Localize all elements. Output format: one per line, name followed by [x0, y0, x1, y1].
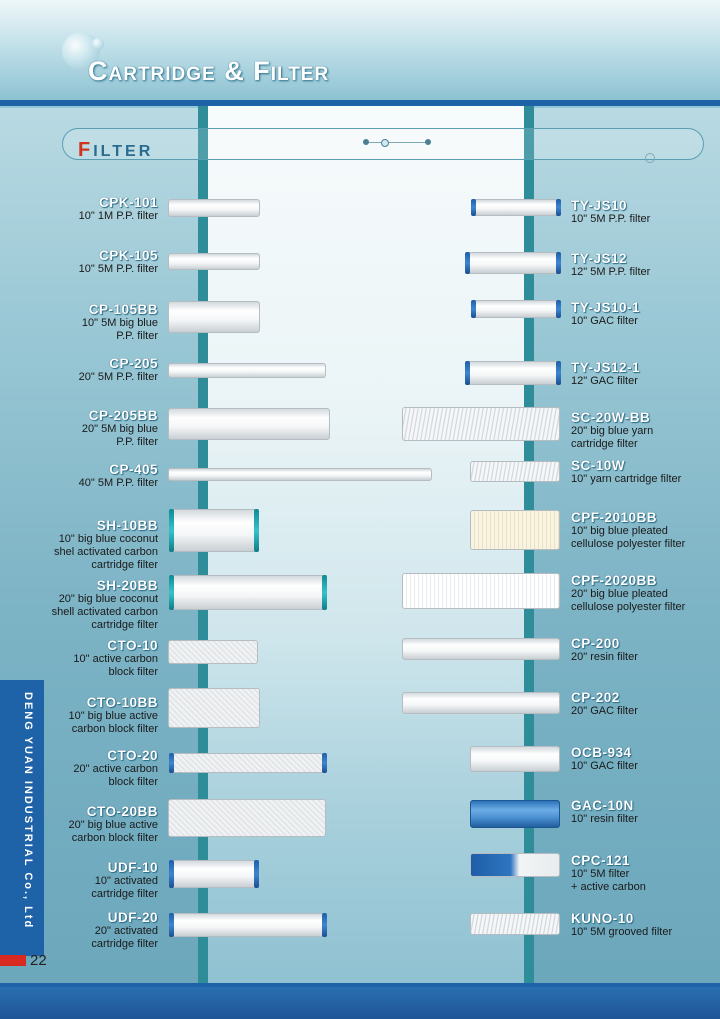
- product-label: [0, 578, 158, 632]
- product-description: + active carbon: [571, 881, 646, 893]
- product-label: [571, 853, 720, 894]
- cartridge-image: [168, 408, 330, 440]
- product-code: SH-10BB: [96, 518, 158, 533]
- dot-icon: [363, 139, 369, 145]
- product-description: 12" GAC filter: [571, 375, 638, 387]
- product-label: [571, 690, 720, 718]
- product-description: 10" 5M P.P. filter: [78, 263, 158, 275]
- cartridge-image: [170, 913, 326, 937]
- product-description: shel activated carbon: [54, 546, 158, 558]
- product-label: [0, 638, 158, 679]
- product-description: 20" activated: [94, 925, 158, 937]
- page-number: 22: [30, 952, 47, 969]
- product-code: TY-JS12: [571, 251, 628, 266]
- cartridge-image: [168, 253, 260, 270]
- product-description: 10" resin filter: [571, 813, 638, 825]
- product-code: OCB-934: [571, 745, 632, 760]
- product-code: UDF-20: [107, 910, 158, 925]
- cartridge-image: [466, 361, 560, 385]
- product-label: [0, 518, 158, 572]
- product-code: CP-202: [571, 690, 620, 705]
- cartridge-image: [470, 853, 560, 877]
- product-label: [571, 636, 720, 664]
- ring-icon: [645, 153, 655, 163]
- product-label: [571, 458, 720, 486]
- product-code: CTO-10: [107, 638, 158, 653]
- cartridge-image: [170, 575, 326, 610]
- cartridge-image: [470, 510, 560, 550]
- product-code: CPF-2020BB: [571, 573, 658, 588]
- product-code: CP-200: [571, 636, 620, 651]
- product-description: 10" 1M P.P. filter: [78, 210, 158, 222]
- product-label: [0, 910, 158, 951]
- product-description: block filter: [108, 776, 158, 788]
- section-label: FILTER: [78, 139, 154, 161]
- product-code: CPK-105: [98, 248, 158, 263]
- dot-icon: [425, 139, 431, 145]
- product-description: 20" big blue coconut: [58, 593, 158, 605]
- product-description: P.P. filter: [116, 330, 158, 342]
- product-description: cellulose polyester filter: [571, 601, 686, 613]
- product-description: 10" GAC filter: [571, 315, 638, 327]
- product-label: [571, 300, 720, 328]
- page-marker: [0, 955, 26, 966]
- product-description: block filter: [108, 666, 158, 678]
- product-description: 10" big blue pleated: [571, 525, 668, 537]
- cartridge-image: [168, 468, 432, 481]
- product-code: TY-JS10-1: [571, 300, 641, 315]
- cartridge-image: [402, 573, 560, 609]
- product-label: [571, 251, 720, 279]
- product-code: SH-20BB: [96, 578, 158, 593]
- product-code: TY-JS12-1: [571, 360, 641, 375]
- cartridge-image: [168, 688, 260, 728]
- product-code: CTO-20: [107, 748, 158, 763]
- product-description: cartridge filter: [571, 438, 638, 450]
- company-name: DENG YUAN INDUSTRIAL Co., Ltd: [22, 692, 34, 930]
- product-description: 10" big blue active: [68, 710, 158, 722]
- product-description: 12" 5M P.P. filter: [571, 266, 651, 278]
- product-code: CTO-10BB: [86, 695, 158, 710]
- cartridge-image: [470, 746, 560, 772]
- cartridge-image: [168, 199, 260, 217]
- cartridge-image: [470, 461, 560, 482]
- product-code: UDF-10: [107, 860, 158, 875]
- product-description: 10" 5M big blue: [81, 317, 158, 329]
- product-description: 10" 5M P.P. filter: [571, 213, 651, 225]
- product-label: [0, 408, 158, 449]
- cartridge-image: [470, 800, 560, 828]
- cartridge-image: [170, 860, 258, 888]
- product-description: P.P. filter: [116, 436, 158, 448]
- product-label: [571, 410, 720, 451]
- product-description: 20" big blue active: [68, 819, 158, 831]
- product-description: 10" GAC filter: [571, 760, 638, 772]
- cartridge-image: [170, 509, 258, 552]
- cartridge-image: [168, 301, 260, 333]
- product-label: [0, 248, 158, 276]
- product-code: CP-205: [109, 356, 158, 371]
- product-description: 20" big blue pleated: [571, 588, 668, 600]
- cartridge-image: [472, 199, 560, 216]
- bubble-decoration: [92, 38, 104, 50]
- product-description: 20" 5M P.P. filter: [78, 371, 158, 383]
- product-label: [571, 198, 720, 226]
- cartridge-image: [170, 753, 326, 773]
- product-code: CTO-20BB: [86, 804, 158, 819]
- cartridge-image: [470, 913, 560, 935]
- product-description: 20" resin filter: [571, 651, 638, 663]
- dot-icon: [381, 139, 389, 147]
- product-description: cartridge filter: [91, 559, 158, 571]
- product-label: [571, 360, 720, 388]
- product-description: 10" active carbon: [73, 653, 158, 665]
- product-code: CP-405: [109, 462, 158, 477]
- product-label: [571, 798, 720, 826]
- product-description: 20" 5M big blue: [81, 423, 158, 435]
- product-description: 10" activated: [94, 875, 158, 887]
- product-description: cartridge filter: [91, 888, 158, 900]
- product-code: GAC-10N: [571, 798, 634, 813]
- product-label: [571, 911, 720, 939]
- page-title: Cartridge & Filter: [88, 56, 330, 86]
- product-code: CPK-101: [98, 195, 158, 210]
- product-description: 20" big blue yarn: [571, 425, 654, 437]
- footer-band: [0, 987, 720, 1019]
- product-code: CPC-121: [571, 853, 631, 868]
- product-description: cellulose polyester filter: [571, 538, 686, 550]
- product-description: 20" active carbon: [73, 763, 158, 775]
- product-code: SC-20W-BB: [571, 410, 651, 425]
- cartridge-image: [466, 252, 560, 274]
- product-description: 40" 5M P.P. filter: [78, 477, 158, 489]
- product-description: 10" 5M grooved filter: [571, 926, 673, 938]
- product-label: [0, 860, 158, 901]
- product-label: [0, 804, 158, 845]
- product-description: cartridge filter: [91, 619, 158, 631]
- product-description: carbon block filter: [71, 832, 158, 844]
- product-code: KUNO-10: [571, 911, 634, 926]
- product-code: TY-JS10: [571, 198, 628, 213]
- product-label: [0, 748, 158, 789]
- product-label: [571, 510, 720, 551]
- product-label: [0, 462, 158, 490]
- cartridge-image: [168, 363, 326, 378]
- product-label: [0, 302, 158, 343]
- cartridge-image: [168, 799, 326, 837]
- product-description: 20" GAC filter: [571, 705, 638, 717]
- product-code: CP-105BB: [88, 302, 158, 317]
- product-label: [571, 745, 720, 773]
- cartridge-image: [168, 640, 258, 664]
- product-code: CP-205BB: [88, 408, 158, 423]
- product-description: cartridge filter: [91, 938, 158, 950]
- product-description: 10" 5M filter: [571, 868, 630, 880]
- cartridge-image: [402, 407, 560, 441]
- product-description: 10" big blue coconut: [58, 533, 158, 545]
- product-description: 10" yarn cartridge filter: [571, 473, 682, 485]
- product-label: [571, 573, 720, 614]
- cartridge-image: [402, 692, 560, 714]
- cartridge-image: [402, 638, 560, 660]
- product-label: [0, 695, 158, 736]
- product-code: SC-10W: [571, 458, 626, 473]
- product-description: shell activated carbon: [51, 606, 158, 618]
- cartridge-image: [472, 300, 560, 318]
- section-dotline: [366, 142, 428, 143]
- product-label: [0, 195, 158, 223]
- product-label: [0, 356, 158, 384]
- product-description: carbon block filter: [71, 723, 158, 735]
- product-code: CPF-2010BB: [571, 510, 658, 525]
